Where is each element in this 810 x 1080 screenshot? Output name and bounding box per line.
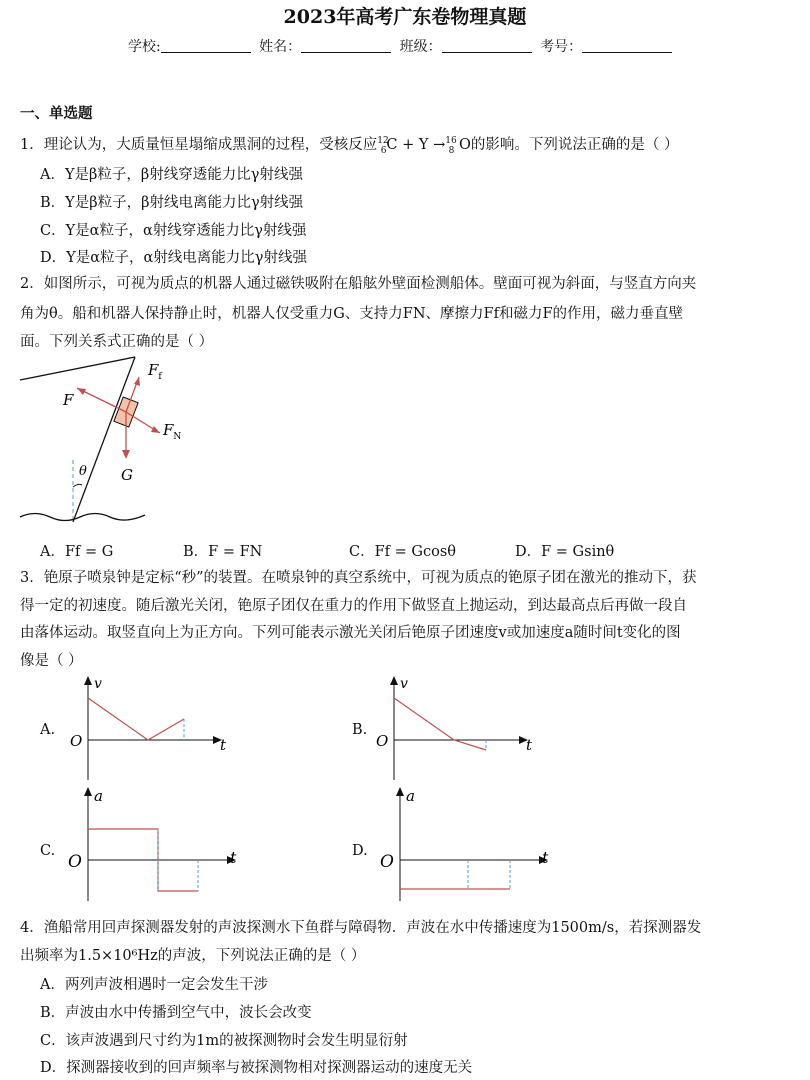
graph-d-acceleration-time <box>374 783 564 903</box>
section-heading: 一、单选题 <box>20 105 93 122</box>
q4-option-c[interactable]: C．该声波遇到尺寸约为1m的被探测物时会发生明显衍射 <box>40 1033 408 1049</box>
water-wave <box>20 514 145 521</box>
origin-label: O <box>70 732 83 750</box>
school-label: 学校: <box>128 39 161 55</box>
graph-b-line <box>394 698 486 750</box>
graph-a-line <box>88 698 184 740</box>
t-label: t <box>542 848 549 867</box>
v-label: v <box>94 676 102 692</box>
q2-line-3: 面。下列关系式正确的是（ ） <box>20 334 214 350</box>
a-label: a <box>406 787 415 805</box>
q2-line-2: 角为θ。船和机器人保持静止时，机器人仅受重力G、支持力FN、摩擦力Ff和磁力F的作用，磁力垂直壁 <box>20 306 684 322</box>
deck-line <box>20 357 135 380</box>
q1-stem-start: 1．理论认为，大质量恒星塌缩成黑洞的过程，受核反应 <box>20 136 378 153</box>
force-f-head <box>77 388 86 395</box>
class-label: 班级： <box>399 39 442 55</box>
force-g-head <box>122 450 130 459</box>
graph-d-label[interactable]: D. <box>352 843 368 859</box>
robot-force-diagram <box>15 355 195 535</box>
school-blank[interactable] <box>161 38 251 53</box>
q2-option-c[interactable]: C．Ff = Gcosθ <box>349 544 456 560</box>
label-fn: $F_N$ <box>163 421 182 442</box>
q1-option-a[interactable]: A．Y是β粒子，β射线穿透能力比γ射线强 <box>40 167 303 183</box>
q1-stem-end: 的影响。下列说法正确的是（ ） <box>470 136 679 153</box>
v-label: v <box>400 676 408 692</box>
page-title: 2023年高考广东卷物理真题 <box>283 6 527 28</box>
graph-c-label[interactable]: C. <box>40 843 56 859</box>
q1-reaction-equation: $^{12}_6$C + Y →$^{16}_8$ O <box>377 136 471 156</box>
q4-line-2: 出频率为1.5×10⁶Hz的声波，下列说法正确的是（ ） <box>20 948 366 964</box>
v-axis-arrow <box>84 676 92 685</box>
origin-label: O <box>376 732 389 750</box>
t-label: t <box>526 736 533 754</box>
t-label: t <box>230 848 237 867</box>
label-f: F <box>63 391 74 409</box>
q3-line-3: 由落体运动。取竖直向上为正方向。下列可能表示激光关闭后铯原子团速度v或加速度a随时间t变化的图 <box>20 625 681 641</box>
origin-label: O <box>380 852 394 872</box>
q3-line-4: 像是（ ） <box>20 653 83 669</box>
a-axis-arrow <box>396 787 404 796</box>
name-label: 姓名： <box>259 39 302 55</box>
q4-option-a[interactable]: A．两列声波相遇时一定会发生干涉 <box>40 977 268 993</box>
label-ff: $F_f$ <box>148 361 162 382</box>
q4-line-1: 4．渔船常用回声探测器发射的声波探测水下鱼群与障碍物．声波在水中传播速度为1500m/s，若探测器发 <box>20 920 702 936</box>
number-blank[interactable] <box>582 38 672 53</box>
graph-b-velocity-time <box>368 672 548 782</box>
q1-stem <box>20 131 679 161</box>
q2-option-a[interactable]: A．Ff = G <box>40 544 114 560</box>
t-label: t <box>220 736 227 754</box>
graph-a-velocity-time <box>62 672 242 782</box>
q3-line-2: 得一定的初速度。随后激光关闭，铯原子团仅在重力的作用下做竖直上抛运动，到达最高点后再做一段自 <box>20 598 687 614</box>
theta-arc <box>73 484 82 487</box>
q1-option-d[interactable]: D．Y是α粒子，α射线电离能力比γ射线强 <box>40 250 307 266</box>
a-label: a <box>94 787 103 805</box>
name-blank[interactable] <box>301 38 391 53</box>
class-blank[interactable] <box>442 38 532 53</box>
origin-label: O <box>68 852 82 872</box>
q1-option-c[interactable]: C．Y是α粒子，α射线穿透能力比γ射线强 <box>40 223 307 239</box>
number-label: 考号： <box>540 39 583 55</box>
a-axis-arrow <box>84 787 92 796</box>
graph-a-label[interactable]: A. <box>40 722 56 738</box>
force-fn-head <box>151 426 160 433</box>
v-axis-arrow <box>390 676 398 685</box>
q2-option-d[interactable]: D．F = Gsinθ <box>515 544 615 560</box>
force-ff-head <box>134 377 140 386</box>
q3-line-1: 3．铯原子喷泉钟是定标“秒”的装置。在喷泉钟的真空系统中，可视为质点的铯原子团在激光的推动下，获 <box>20 570 697 586</box>
graph-b-label[interactable]: B. <box>352 722 368 738</box>
graph-c-acceleration-time <box>62 783 252 903</box>
q4-option-d[interactable]: D．探测器接收到的回声频率与被探测物相对探测器运动的速度无关 <box>40 1060 473 1076</box>
label-g: G <box>121 466 133 484</box>
theta-label: θ <box>79 464 87 479</box>
q4-option-b[interactable]: B．声波由水中传播到空气中，波长会改变 <box>40 1005 312 1021</box>
q1-option-b[interactable]: B．Y是β粒子，β射线电离能力比γ射线强 <box>40 195 304 211</box>
student-info-line <box>128 36 676 56</box>
q2-option-b[interactable]: B．F = FN <box>183 544 263 560</box>
q2-line-1: 2．如图所示，可视为质点的机器人通过磁铁吸附在船舷外壁面检测船体。壁面可视为斜面，与竖直方向夹 <box>20 276 697 292</box>
